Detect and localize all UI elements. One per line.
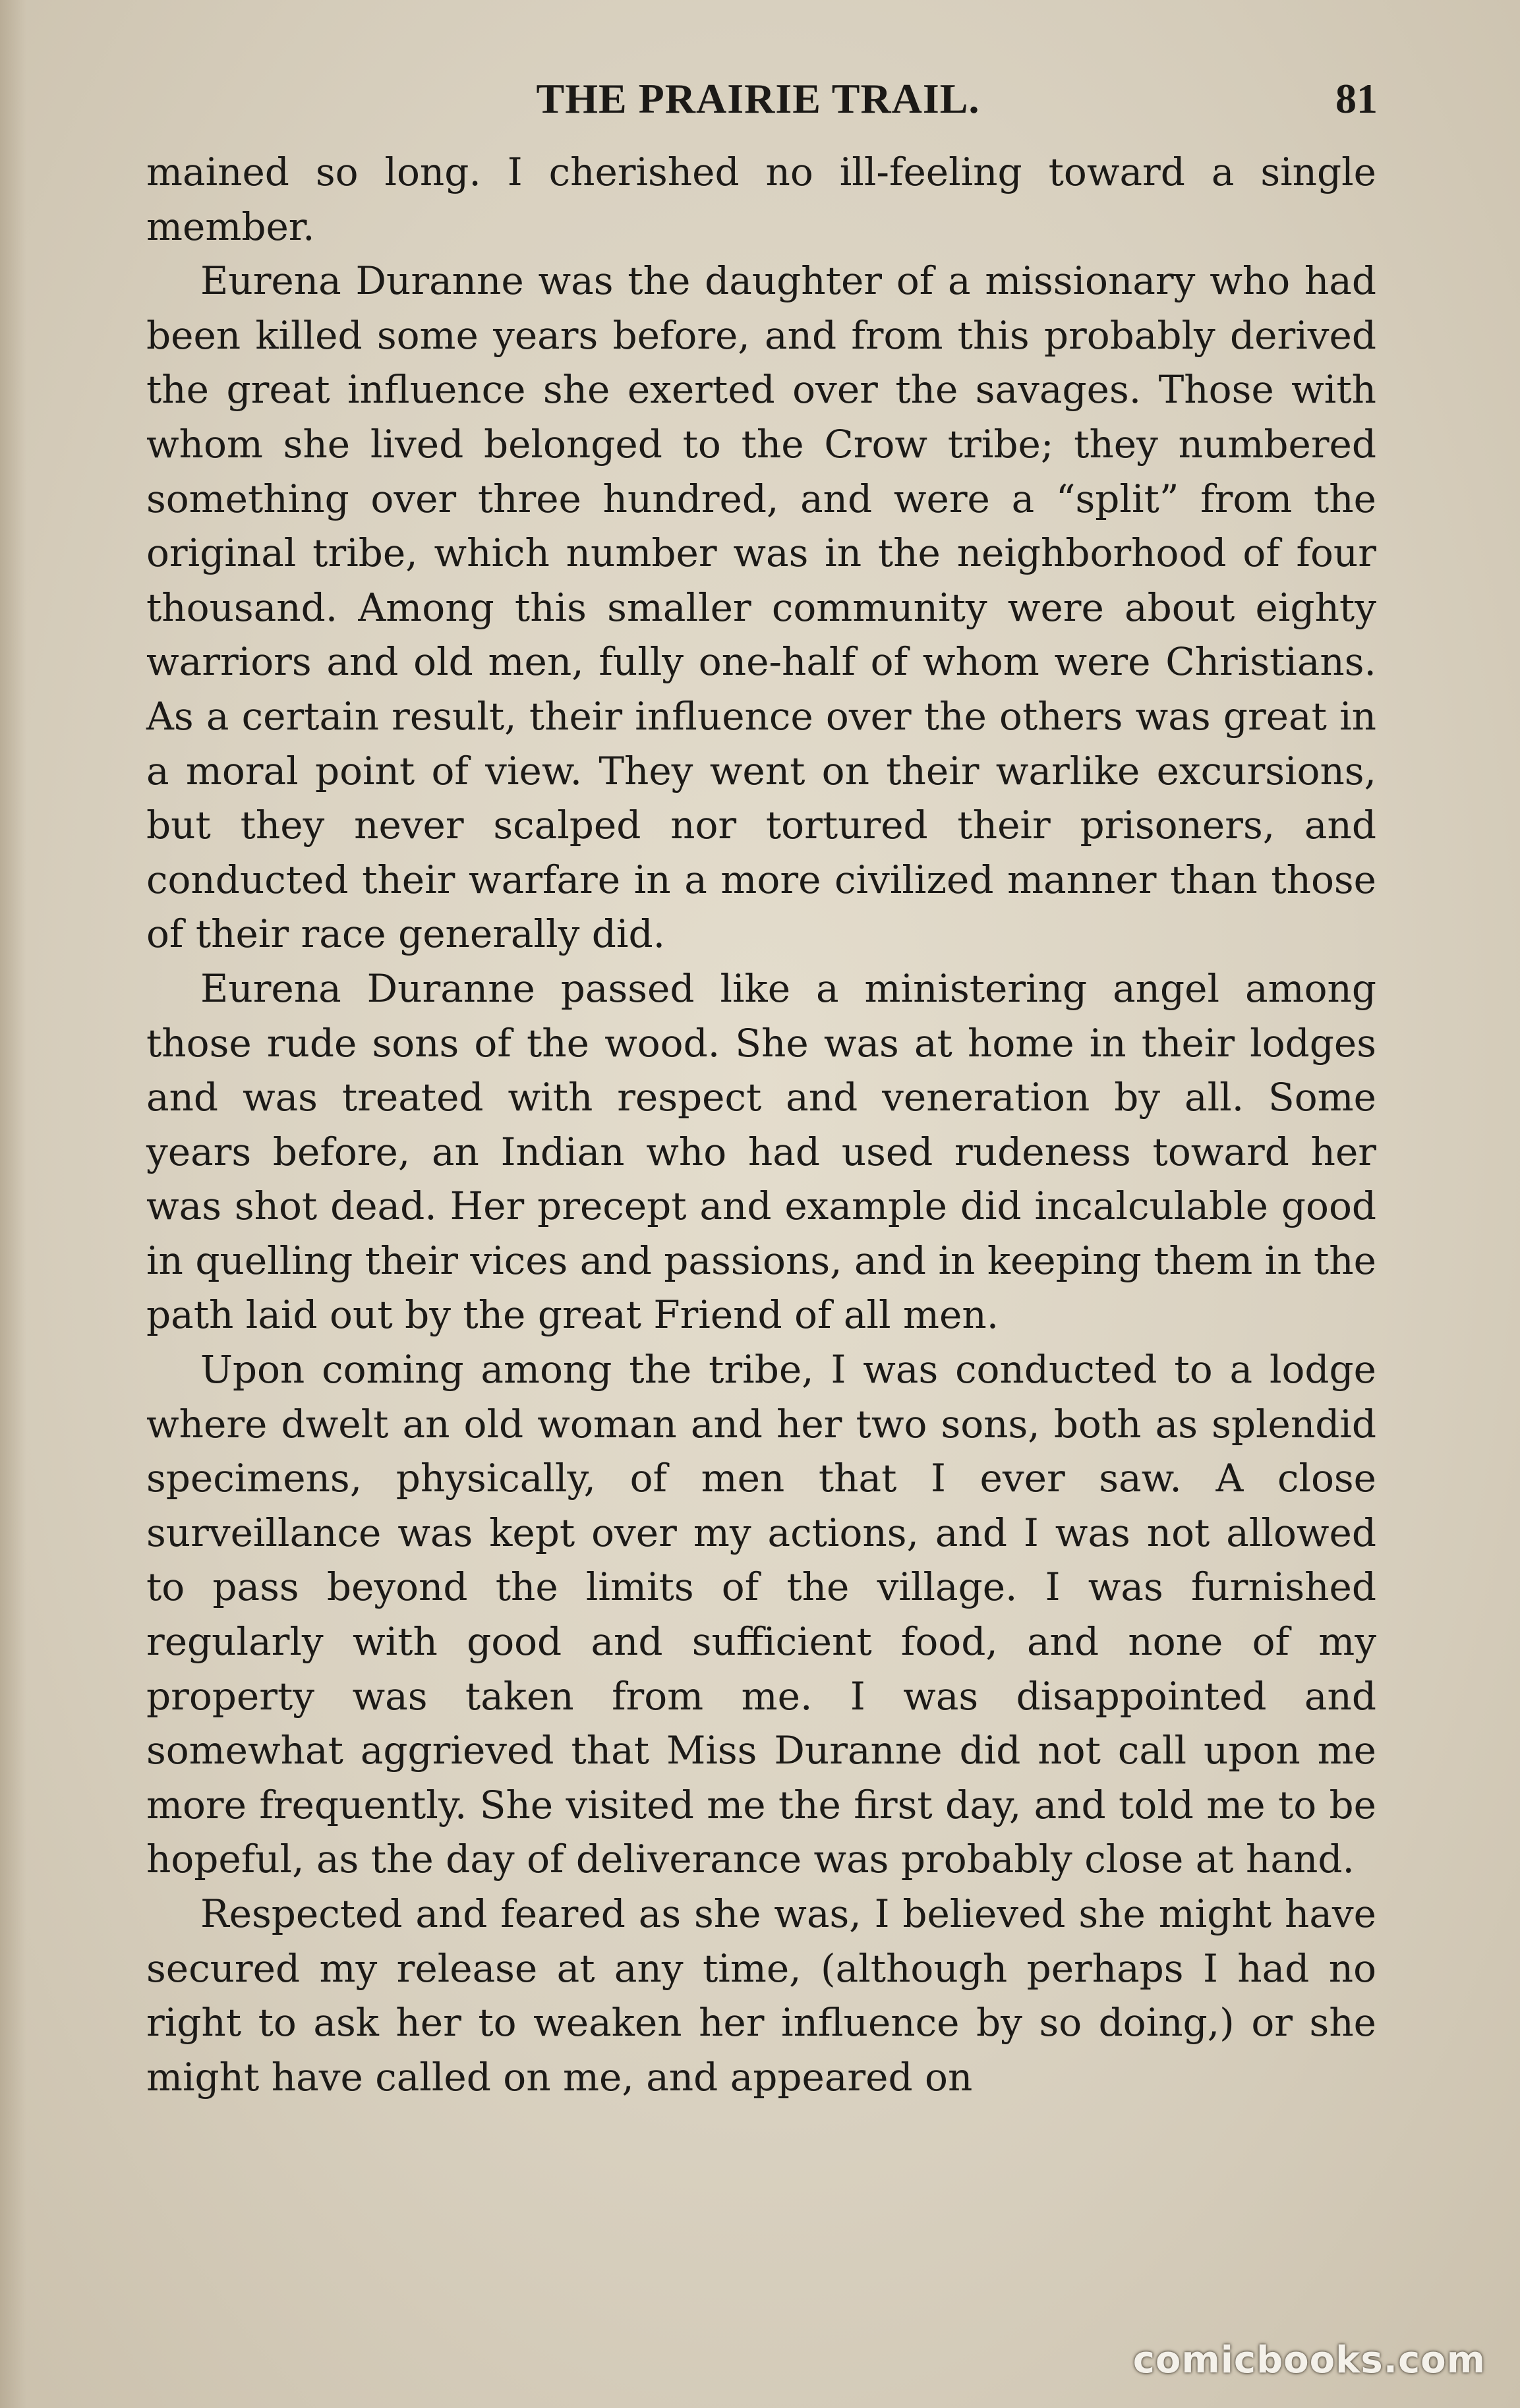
page-edge-shadow	[0, 0, 26, 2408]
running-head	[138, 66, 1378, 132]
paragraph-5: Respected and feared as she was, I believed she might have secured my release at any time, (although perhaps I had no right to ask her to weaken her influence by so doing,) or she might have called on me, and appeared on	[146, 1891, 1376, 2100]
paragraph-4: Upon coming among the tribe, I was conducted to a lodge where dwelt an old woman and her two sons, both as splendid specimens, physically, of men that I ever saw. A close surveillance was kept over my actions, and I was not allowed to pass beyond the limits of the village. I was furnished regularly with good and sufficient food, and none of my property was taken from me. I was disappointed and somewhat aggrieved that Miss Duranne did not call upon me more frequently. She visited me the first day, and told me to be hopeful, as the day of deliverance was probably close at hand.	[146, 1347, 1376, 1882]
paragraph-1: mained so long. I cherished no ill-feeling toward a single member.	[146, 150, 1376, 249]
paragraph-2: Eurena Duranne was the daughter of a missionary who had been killed some years before, and from this probably derived the great influence she exerted over the savages. Those with whom she lived belonged to the Crow tribe; they numbered something over three hundred, and were a “split” from the original tribe, which number was in the neighborhood of four thousand. Among this smaller community were about eighty warriors and old men, fully one-half of whom were Christians. As a certain result, their influence over the others was great in a moral point of view. They went on their warlike excursions, but they never scalped nor tortured their prisoners, and conducted their warfare in a more civilized manner than those of their race generally did.	[146, 258, 1376, 957]
body-text	[146, 145, 1376, 2104]
running-title: THE PRAIRIE TRAIL.	[536, 75, 980, 122]
paragraph-3: Eurena Duranne passed like a ministering angel among those rude sons of the wood. She was at home in their lodges and was treated with respect and veneration by all. Some years before, an Indian who had used rudeness toward her was shot dead. Her precept and example did incalculable good in quelling their vices and passions, and in keeping them in the path laid out by the great Friend of all men.	[146, 965, 1376, 1338]
watermark: comicbooks.com	[1132, 2339, 1486, 2382]
page-number: 81	[1335, 75, 1378, 122]
